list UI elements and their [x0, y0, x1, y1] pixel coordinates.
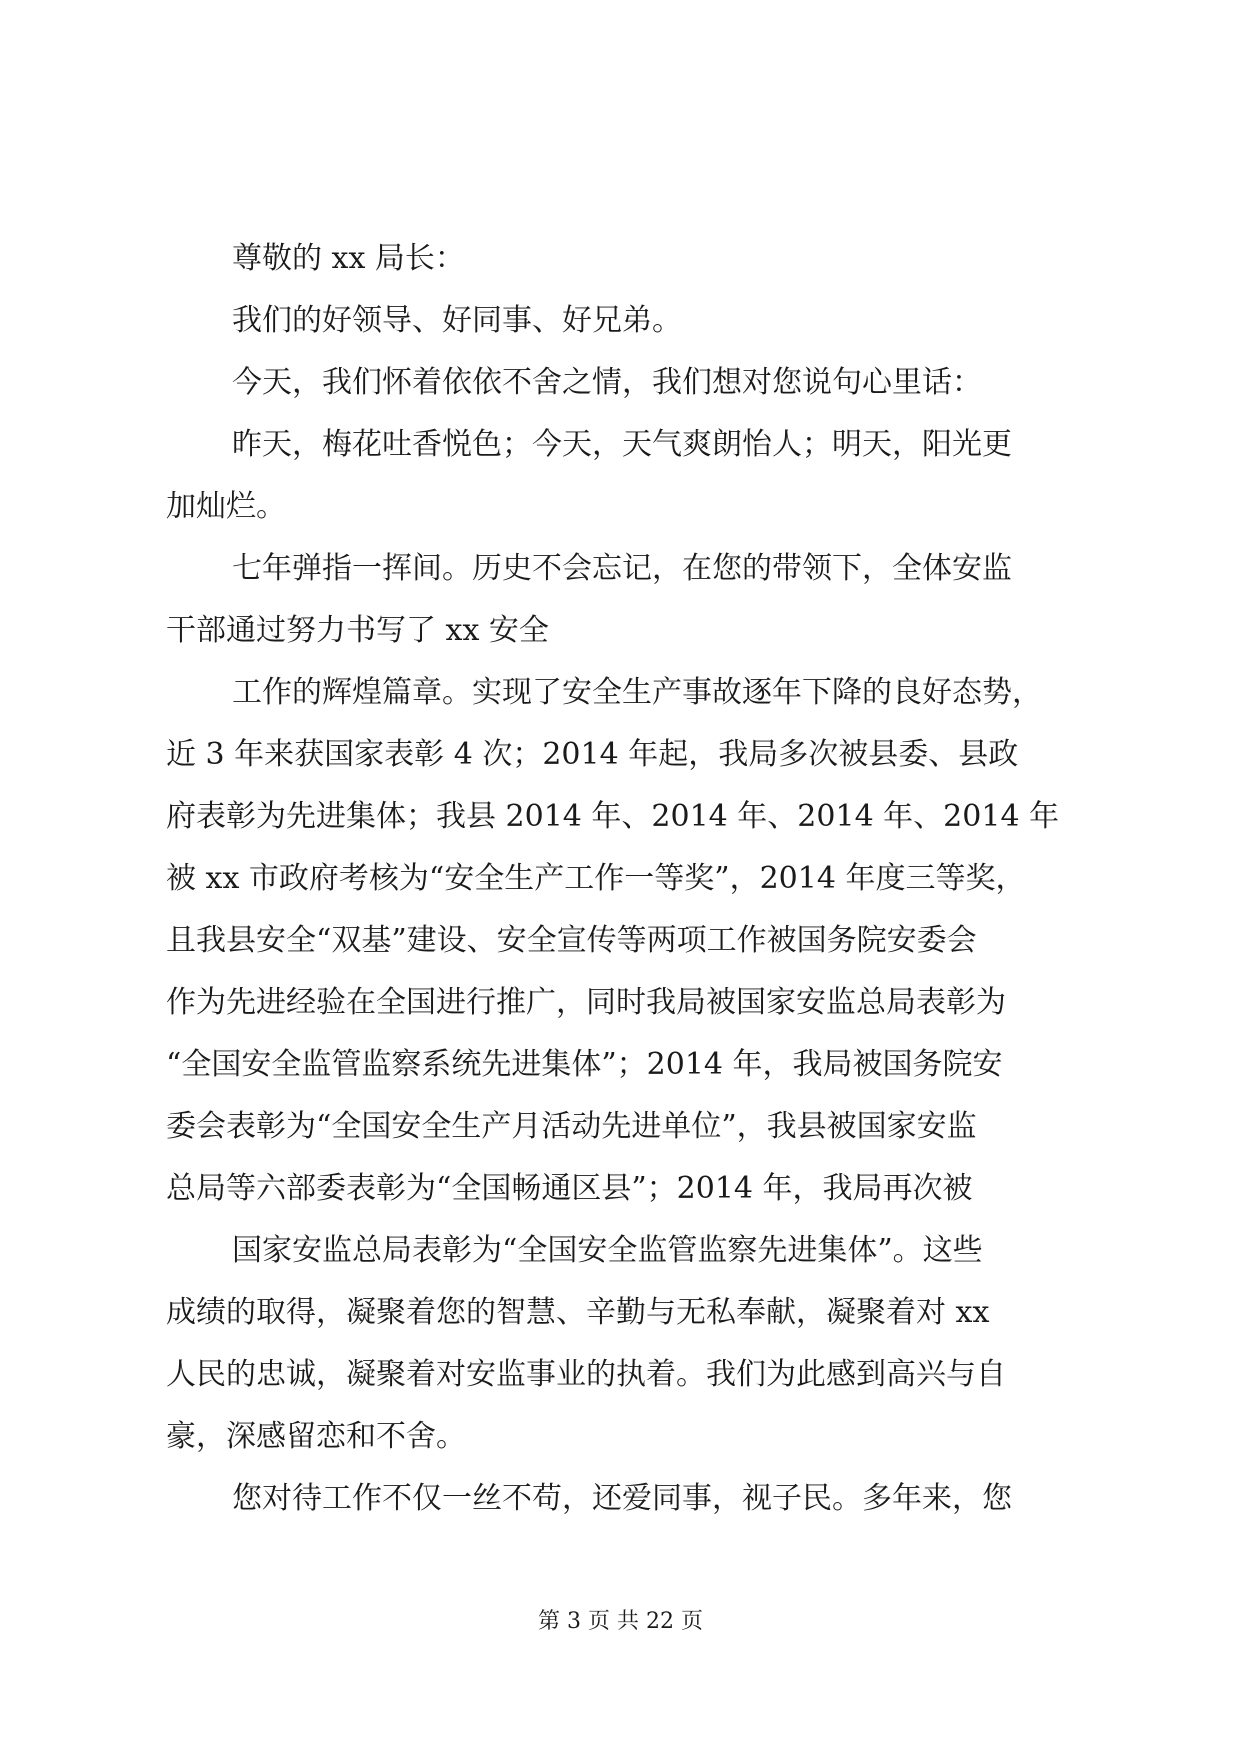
text-line: “全国安全监管监察系统先进集体”；2014 年，我局被国务院安	[166, 1047, 1003, 1082]
page-footer: 第 3 页 共 22 页	[538, 1609, 703, 1634]
text-line: 今天，我们怀着依依不舍之情，我们想对您说句心里话：	[232, 365, 982, 400]
text-line: 作为先进经验在全国进行推广，同时我局被国家安监总局表彰为	[166, 985, 1006, 1020]
text-line: 府表彰为先进集体；我县 2014 年、2014 年、2014 年、2014 年	[166, 799, 1060, 834]
text-line: 成绩的取得，凝聚着您的智慧、辛勤与无私奉献，凝聚着对 xx	[166, 1295, 990, 1330]
text-line: 昨天，梅花吐香悦色；今天，天气爽朗怡人；明天，阳光更	[232, 427, 1012, 462]
text-line: 近 3 年来获国家表彰 4 次；2014 年起，我局多次被县委、县政	[166, 737, 1019, 772]
text-line: 加灿烂。	[166, 489, 286, 524]
text-line: 干部通过努力书写了 xx 安全	[166, 613, 549, 648]
text-line: 人民的忠诚，凝聚着对安监事业的执着。我们为此感到高兴与自	[166, 1357, 1006, 1392]
text-line: 总局等六部委表彰为“全国畅通区县”；2014 年，我局再次被	[166, 1171, 973, 1206]
text-line: 被 xx 市政府考核为“安全生产工作一等奖”，2014 年度三等奖，	[166, 861, 1026, 896]
text-line: 工作的辉煌篇章。实现了安全生产事故逐年下降的良好态势，	[232, 675, 1042, 710]
text-line: 我们的好领导、好同事、好兄弟。	[232, 303, 682, 338]
text-line: 国家安监总局表彰为“全国安全监管监察先进集体”。这些	[232, 1233, 983, 1268]
text-line: 七年弹指一挥间。历史不会忘记，在您的带领下，全体安监	[232, 551, 1012, 586]
document-body	[166, 228, 1086, 1530]
text-line: 且我县安全“双基”建设、安全宣传等两项工作被国务院安委会	[166, 923, 977, 958]
text-line: 尊敬的 xx 局长：	[232, 241, 465, 276]
text-line: 您对待工作不仅一丝不苟，还爱同事，视子民。多年来，您	[232, 1481, 1012, 1516]
text-line: 豪，深感留恋和不舍。	[166, 1419, 466, 1454]
text-line: 委会表彰为“全国安全生产月活动先进单位”，我县被国家安监	[166, 1109, 977, 1144]
